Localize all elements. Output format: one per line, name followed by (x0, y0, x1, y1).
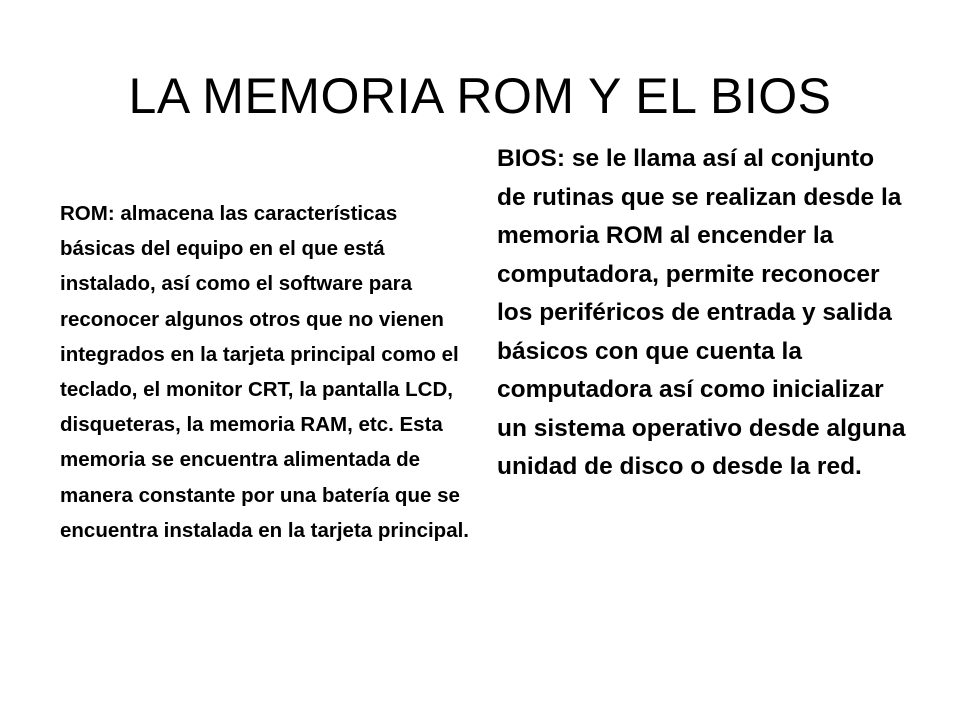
slide-title: LA MEMORIA ROM Y EL BIOS (128, 68, 832, 124)
bios-description: BIOS: se le llama así al conjunto de rutinas que se realizan desde la memoria ROM al encender la computadora, permite reconocer los periféricos de entrada y salida básicos con que cuenta la computadora así como inicializar un sistema operativo desde alguna unidad de disco o desde la red. (497, 145, 906, 480)
rom-description: ROM: almacena las características básicas del equipo en el que está instalado, así como el software para reconocer algunos otros que no vienen integrados en la tarjeta principal como el teclado, el monitor CRT, la pantalla LCD, disqueteras, la memoria RAM, etc. Esta memoria se encuentra alimentada de manera constante por una batería que se encuentra instalada en la tarjeta principal. (60, 202, 469, 542)
